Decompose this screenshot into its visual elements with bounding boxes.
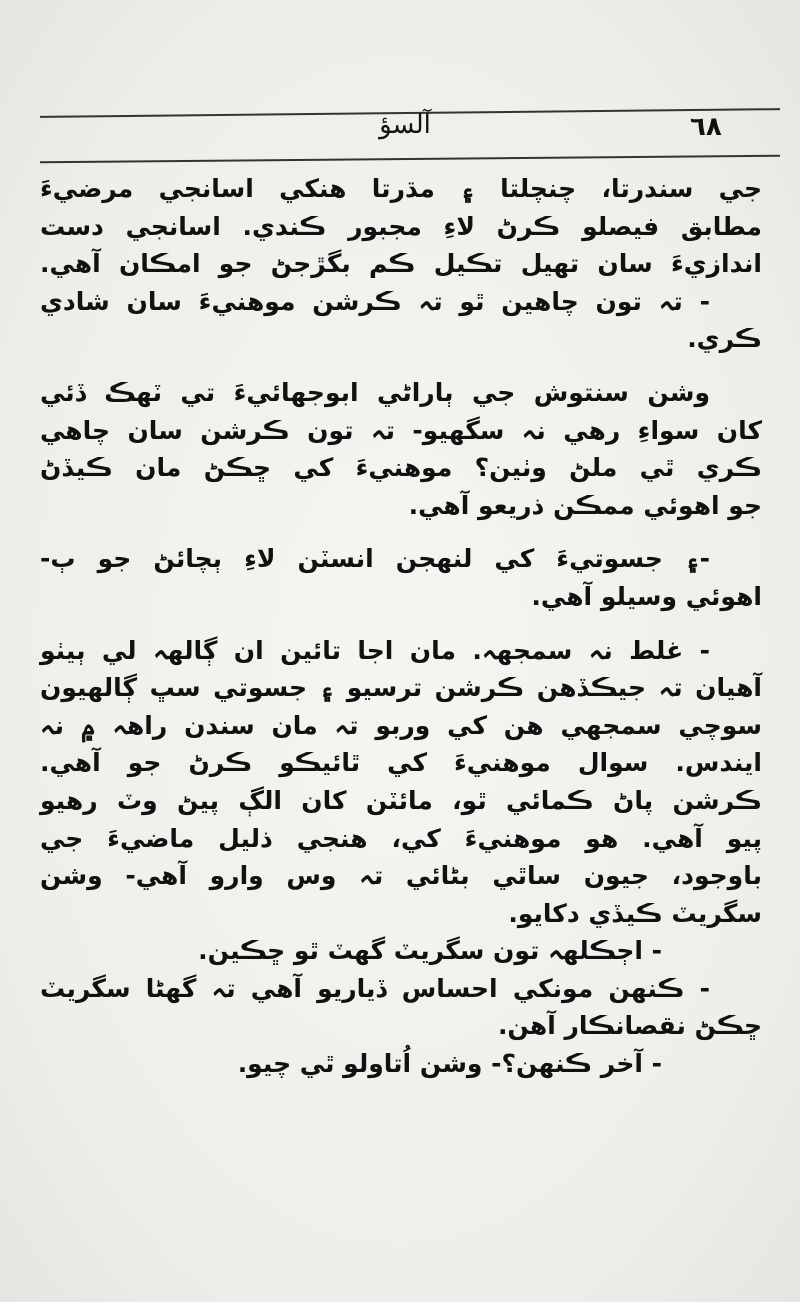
text-line: سوچي سمجهي هن کي وربو تہ مان سندن راهہ ۾ نہ	[40, 710, 762, 740]
text-line: - اڄڪلهہ تون سگريٽ گهٽ ٿو ڇڪين.	[198, 936, 662, 966]
text-line: مطابق فيصلو ڪرڻ لاءِ مجبور ڪندي. اسانجي دست	[40, 211, 762, 241]
text-line: اندازيءَ سان تهيل تڪيل ڪم بگڙجڻ جو امڪان آهي.	[40, 249, 762, 279]
text-line: سگريٽ ڪيڏي دکايو.	[508, 898, 762, 928]
text-line: جو اهوئي ممڪن ذريعو آهي.	[408, 490, 762, 520]
text-line: - آخر ڪنهن؟- وشن اُتاولو ٿي چيو.	[237, 1049, 662, 1079]
text-line: کان سواءِ رهي نہ سگهيو- تہ تون ڪرشن سان چاهي	[40, 415, 762, 445]
text-line: اهوئي وسيلو آهي.	[531, 581, 762, 611]
header-bottom-rule	[40, 155, 780, 163]
text-line: - تہ تون چاهين ٿو تہ ڪرشن موهنيءَ سان شادي	[40, 286, 710, 316]
text-line: وشن سنتوش جي ٻاراڻي ابوجهائيءَ تي ٽهڪ ڏئي	[40, 377, 710, 407]
text-line: جي سندرتا، چنچلتا ۽ مڌرتا هنکي اسانجي مرضيءَ	[40, 174, 762, 203]
text-line: پيو آهي. هو موهنيءَ کي، هنجي ذليل ماضيءَ جي	[40, 823, 762, 853]
text-line: - ڪنهن مونکي احساس ڏياريو آهي تہ گهڻا سگريٽ	[40, 973, 710, 1003]
text-line: ڪرشن پاڻ ڪمائي ٿو، مائٽن کان الڳ پيڻ وٽ رهيو	[40, 785, 762, 815]
text-line: ڪري.	[687, 324, 762, 354]
text-line: آهيان تہ جيڪڏهن ڪرشن ترسيو ۽ جسوتي سڀ ڳالهيون	[40, 673, 762, 703]
text-line: -۽ جسوتيءَ کي لنهجن انسٽن لاءِ ٻچائڻ جو ٻ-	[40, 544, 710, 574]
text-line: ڪري ٿي ملڻ وٺين؟ موهنيءَ کي ڇڪڻ مان ڪيڏڻ	[40, 453, 762, 483]
page-number: ٦٨	[690, 112, 722, 142]
text-line: ڇڪڻ نقصانڪار آهن.	[497, 1011, 762, 1041]
text-line: - غلط نہ سمجهہ. مان اجا تائين ان ڳالهہ لي ٻيٺو	[40, 635, 710, 665]
page-body-text	[40, 170, 762, 1083]
text-line: باوجود، جيون ساٿي بڻائي تہ وس وارو آهي- وشن	[40, 861, 762, 891]
text-line: ايندس. سوال موهنيءَ کي ٿائيڪو ڪرڻ جو آهي.	[40, 748, 762, 778]
running-title: آلسؤ	[379, 110, 431, 140]
